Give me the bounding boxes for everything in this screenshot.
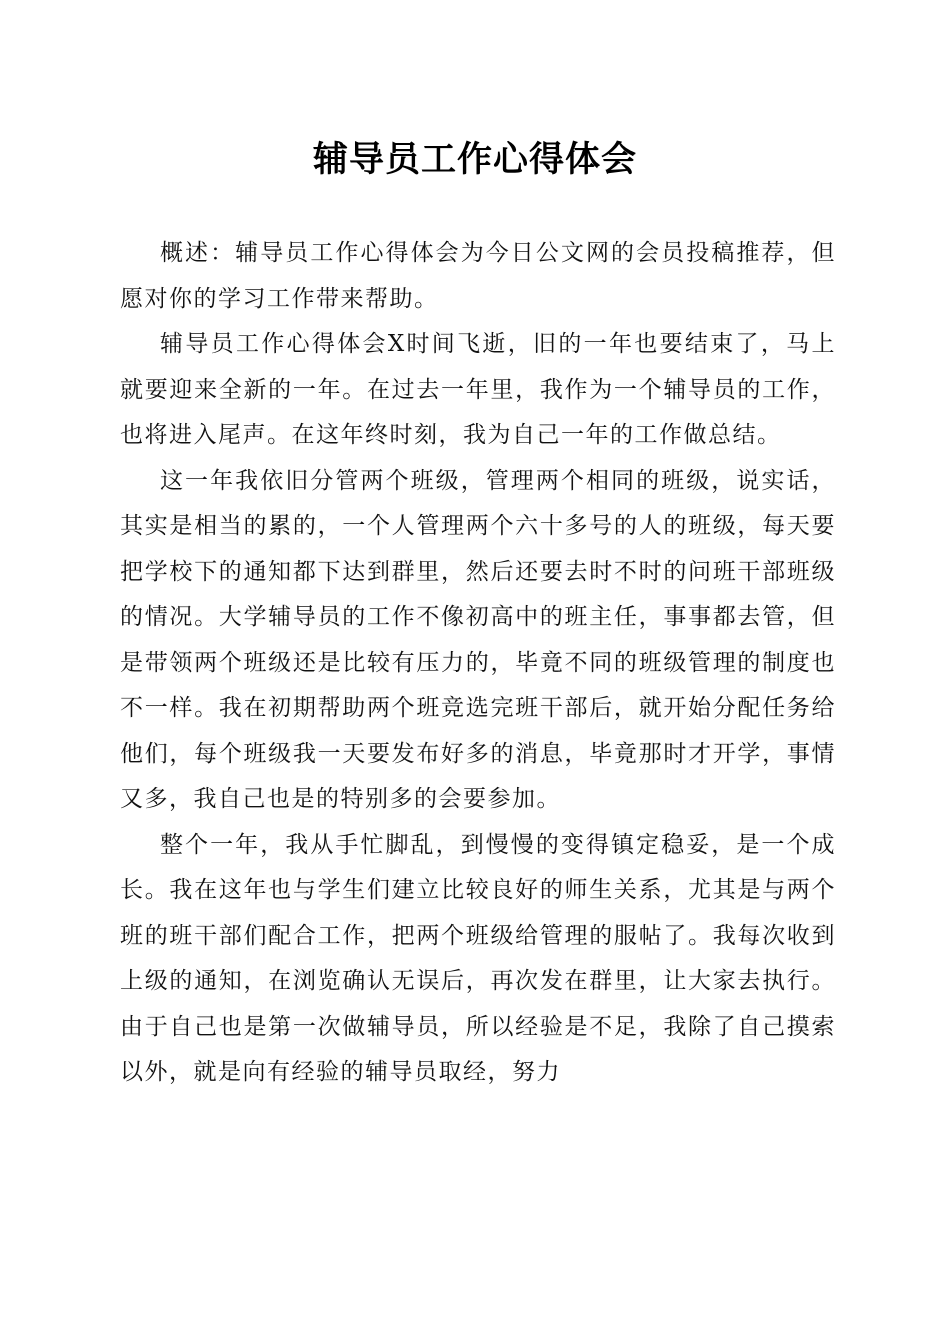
paragraph-class-management: 这一年我依旧分管两个班级，管理两个相同的班级，说实话，其实是相当的累的，一个人管理两个六十多号的人的班级，每天要把学校下的通知都下达到群里，然后还要去时不时的问班干部班级的情况。大学辅导员的工作不像初高中的班主任，事事都去管，但是带领两个班级还是比较有压力的，毕竟不同的班级管理的制度也不一样。我在初期帮助两个班竞选完班干部后，就开始分配任务给他们，每个班级我一天要发布好多的消息，毕竟那时才开学，事情又多，我自己也是的特别多的会要参加。 xyxy=(120,467,836,812)
paragraph-summary: 概述：辅导员工作心得体会为今日公文网的会员投稿推荐，但愿对你的学习工作带来帮助。 xyxy=(120,240,836,312)
paragraph-intro: 辅导员工作心得体会X时间飞逝，旧的一年也要结束了，马上就要迎来全新的一年。在过去一年里，我作为一个辅导员的工作，也将进入尾声。在这年终时刻，我为自己一年的工作做总结。 xyxy=(120,331,836,448)
paragraph-growth: 整个一年，我从手忙脚乱，到慢慢的变得镇定稳妥，是一个成长。我在这年也与学生们建立比较良好的师生关系，尤其是与两个班的班干部们配合工作，把两个班级给管理的服帖了。我每次收到上级的通知，在浏览确认无误后，再次发在群里，让大家去执行。由于自己也是第一次做辅导员，所以经验是不足，我除了自己摸索以外，就是向有经验的辅导员取经，努力 xyxy=(120,831,836,1085)
document-title: 辅导员工作心得体会 xyxy=(312,139,637,180)
document-body xyxy=(120,231,836,1096)
